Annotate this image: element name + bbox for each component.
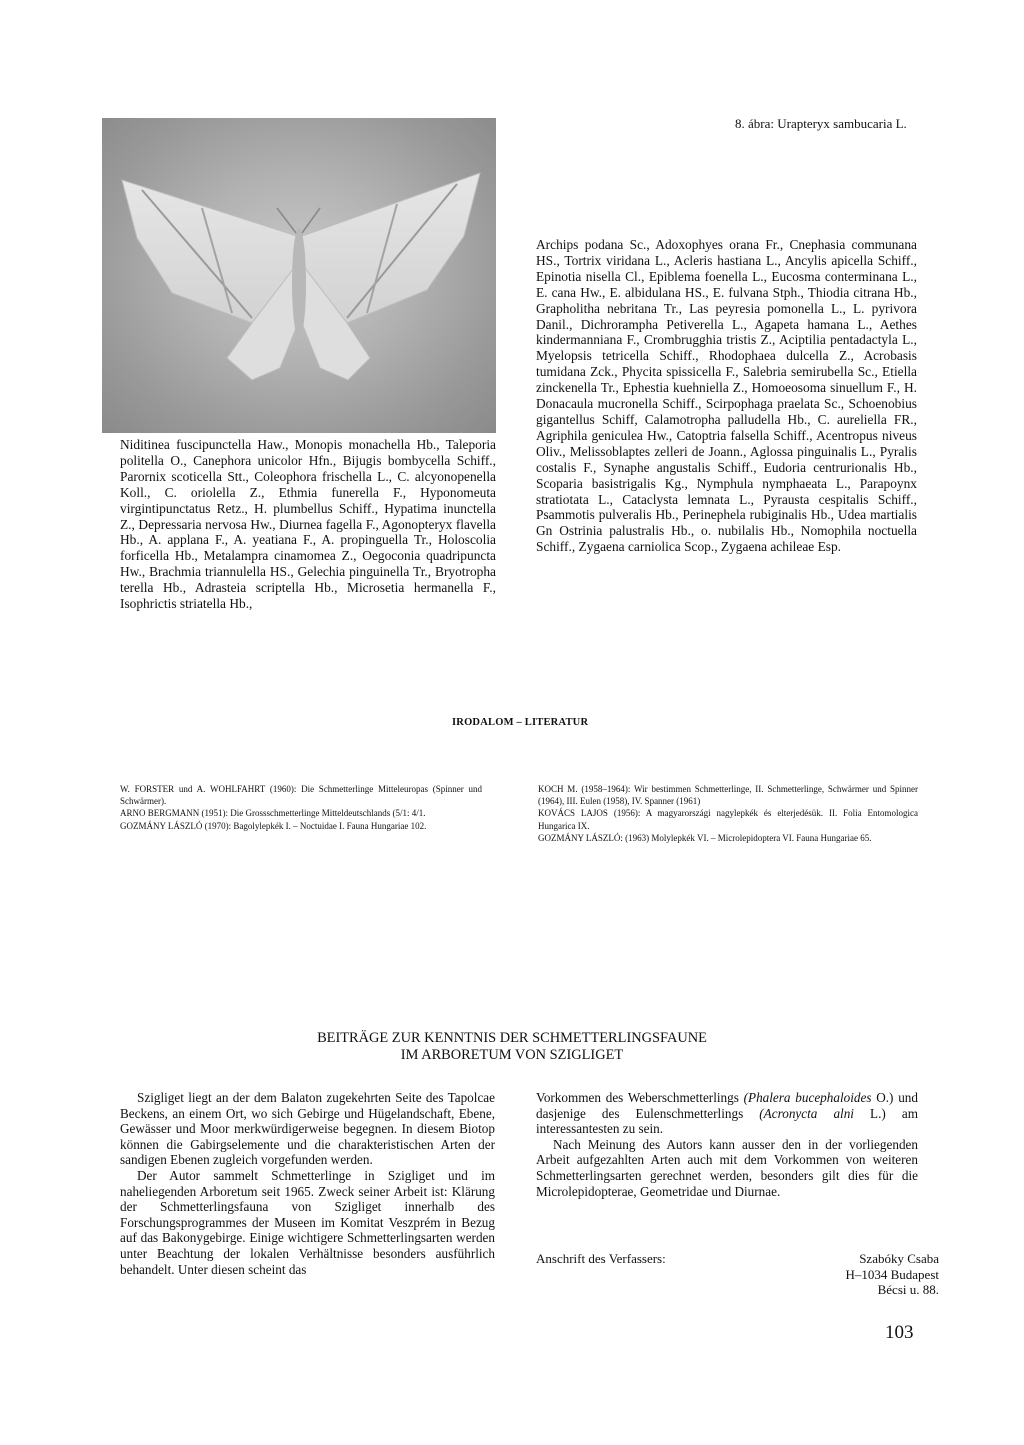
address-label: Anschrift des Verfassers:: [536, 1251, 666, 1266]
reference-item: KOCH M. (1958–1964): Wir bestimmen Schmetterlinge, II. Schmetterlinge, Schwärmer und Spinner (1964), III. Eulen (1958), IV. Spanner (1961): [538, 784, 918, 807]
literature-right: [538, 783, 918, 844]
page-number: 103: [885, 1322, 914, 1343]
article-paragraph: Szigliget liegt an der dem Balaton zugekehrten Seite des Tapolcae Beckens, an einem Ort, wo sich Gebirge und Hügelandschaft, Ebene, Gewässer und Moor merkwürdigerweise begegnen. In diesem Biotop können die Gabirgselemente und die charakteristischen Arten der sandigen Ebenen zugleich vorgefunden werden.: [120, 1090, 495, 1168]
author-address: [845, 1251, 939, 1298]
moth-photograph: [102, 118, 496, 433]
article-title-line-2: IM ARBORETUM VON SZIGLIGET: [400, 1047, 624, 1063]
article-paragraph: Der Autor sammelt Schmetterlinge in Szigliget und im naheliegenden Arboretum seit 1965. Zweck seiner Arbeit ist: Klärung der Schmetterlingsfauna von Szigliget innerhalb des Forschungsprogrammes der Museen im Komitat Veszprém in Bezug auf das Bakonygebirge. Einige wichtigere Schmetterlingsarten werden unter Beachtung der lokalen Verhältnisse besonders ausführlich behandelt. Unter diesen scheint das: [120, 1167, 495, 1277]
reference-item: ARNO BERGMANN (1951): Die Grossschmetterlinge Mitteldeutschlands (5/1: 4/1.: [120, 808, 426, 819]
author-street: Bécsi u. 88.: [877, 1282, 939, 1298]
reference-item: GOZMÁNY LÁSZLÓ (1970): Bagolylepkék I. – Noctuidae I. Fauna Hungariae 102.: [120, 820, 427, 831]
species-list-right-text: Archips podana Sc., Adoxophyes orana Fr., Cnephasia communana HS., Tortrix viridana L., Acleris hastiana L., Ancylis apicella Schiff., Epinotia nisella Cl., Epiblema foenella L., Eucosma conterminana L., E. cana Hw., E. albidulana HS., E. fulvana Stph., Thiodia citrana Hb., Grapholitha nebritana Tr., Las peyresia pomonella L., L. pyrivora Danil., Dichrorampha Petiverella L., Agapeta hamana L., Aethes kindermanniana F., Crombrugghia tristis Z., Aciptilia pentadactyla L., Myelopsis tetricella Schiff., Rhodophaea dulcella Z., Acrobasis tumidana Zck., Phycita spissicella F., Salebria semirubella Sc., Etiella zinckenella Tr., Ephestia kuehniella Z., Homoeosoma sinuellum F., H. Donacaula mucronella Schiff., Scirpophaga praelata Sc., Schoenobius gigantellus Schiff, Calamotropha palludella Hb., C. aureliella FR., Agriphila geniculea Hw., Catoptria falsella Schiff., Acentropus niveus Oliv., Melissoblaptes zelleri de Joann., Aglossa pinguinalis L., Pyralis costalis F., Synaphe angustalis Schiff., Eudoria centrurionalis Hb., Scoparia basistrigalis Kg., Nymphula nymphaeata L., Parapoynx stratiotata L., Cataclysta lemnata L., Pyrausta cespitalis Schiff., Psammotis pulveralis Hb., Perinephela rubiginalis Hb., Udea martialis Gn Ostrinia palustralis Hb., o. nubilalis Hb., Nomophila noctuella Schiff., Zygaena carniolica Scop., Zygaena achileae Esp.: [536, 237, 917, 555]
article-body-right: [536, 1090, 918, 1199]
article-title: [220, 1030, 804, 1064]
article-body-left: [120, 1090, 495, 1277]
article-title-line-1: BEITRÄGE ZUR KENNTNIS DER SCHMETTERLINGSFAUNE: [317, 1030, 707, 1046]
reference-item: GOZMÁNY LÁSZLÓ: (1963) Molylepkék VI. – Microlepidoptera VI. Fauna Hungariae 65.: [538, 832, 872, 843]
literature-left: [120, 783, 482, 832]
species-name-italic: (Phalera bucephaloides: [743, 1090, 872, 1105]
article-paragraph: Nach Meinung des Autors kann ausser den in der vorliegenden Arbeit aufgezahlten Arten auch mit dem Vorkommen von weiteren Schmetterlingsarten gerechnet werden, besonders gilt dies für die Microlepidopterae, Geometridae und Diurnae.: [536, 1136, 918, 1199]
species-name-italic: (Acronycta alni: [759, 1105, 854, 1121]
author-city: H–1034 Budapest: [845, 1266, 939, 1282]
text-run: O.) und dasjenige des Eulenschmetterlings: [536, 1090, 918, 1121]
species-list-right: [536, 237, 917, 555]
text-run: Vorkommen des Weberschmetterlings: [536, 1090, 744, 1105]
figure-caption: 8. ábra: Urapteryx sambucaria L.: [735, 116, 907, 131]
author-name: Szabóky Csaba: [859, 1251, 939, 1266]
text-run: L.) am interessantesten zu sein.: [536, 1105, 918, 1137]
reference-item: W. FORSTER und A. WOHLFAHRT (1960): Die Schmetterlinge Mitteleuropas (Spinner und Schwärmer).: [120, 784, 482, 807]
reference-item: KOVÁCS LAJOS (1956): A magyarországi nagylepkék és elterjedésük. II. Folia Entomologica Hungarica IX.: [538, 808, 918, 831]
literature-heading: IRODALOM – LITERATUR: [452, 717, 589, 728]
species-list-left: [120, 437, 496, 612]
moth-illustration: [102, 118, 496, 433]
article-paragraph: [536, 1090, 918, 1137]
species-list-left-text: Niditinea fuscipunctella Haw., Monopis monachella Hb., Taleporia politella O., Canephora unicolor Hfn., Bijugis bombycella Schiff., Parornix scoticella Stt., Coleophora frischella L., C. alcyonopenella Koll., C. oriolella Z., Ethmia funerella F., Hyponomeuta virgintipunctatus Retz., H. plumbellus Schiff., Hypatima inunctella Z., Depressaria nervosa Hw., Diurnea fagella F., Agonopteryx flavella Hb., A. applana F., A. yeatiana F., A. propinguella Tr., Holoscolia forficella Hb., Metalampra cinamomea Z., Oegoconia quadripuncta Hw., Brachmia triannulella HS., Gelechia pinguinella Tr., Bryotropha terella Hb., Adrasteia scriptella Hb., Microsetia hermanella F., Isophrictis striatella Hb.,: [120, 437, 496, 612]
